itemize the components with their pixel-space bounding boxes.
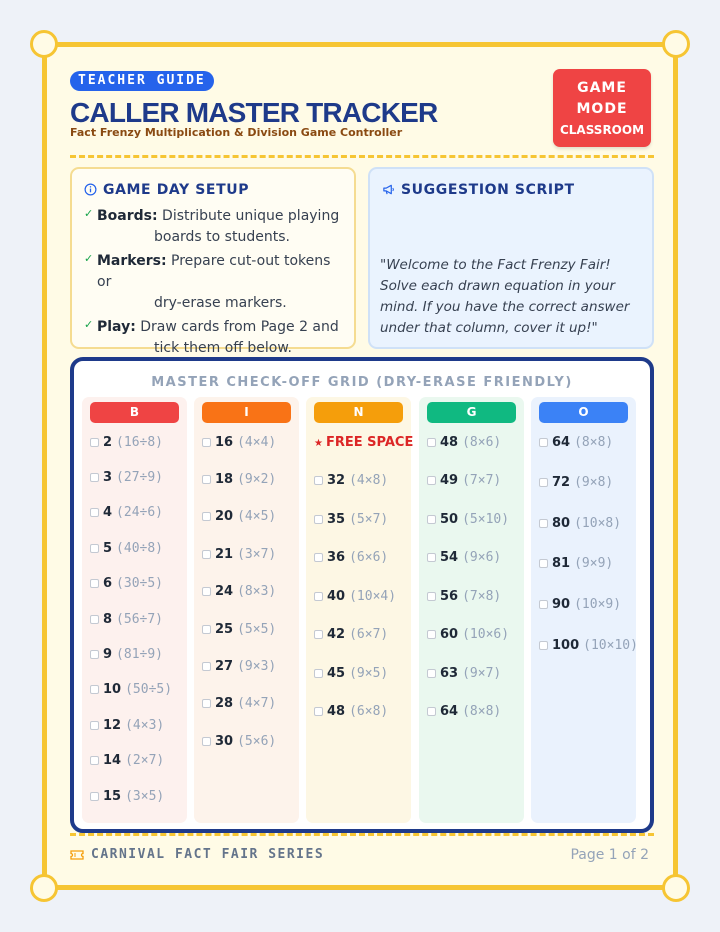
star-icon: ★	[314, 437, 323, 449]
grid-title: MASTER CHECK-OFF GRID (DRY-ERASE FRIENDLY)	[151, 375, 573, 390]
setup-item-continuation: boards to students.	[154, 229, 290, 245]
cell-equation: (24÷6)	[116, 505, 164, 521]
grid-cell[interactable]	[314, 626, 388, 644]
grid-column-n	[306, 397, 414, 823]
corner-ornament	[30, 30, 58, 58]
mode-label-mode: MODE	[576, 101, 628, 117]
setup-title-text: GAME DAY SETUP	[103, 182, 250, 198]
cell-equation: (4×4)	[237, 434, 277, 450]
column-header-n: N	[314, 402, 403, 423]
grid-cell[interactable]	[202, 620, 276, 638]
cell-equation: (9×5)	[349, 665, 389, 681]
free-space-cell[interactable]	[314, 433, 413, 451]
cell-equation: (5×7)	[349, 511, 389, 527]
cell-number: 14	[103, 753, 122, 769]
checkbox[interactable]	[90, 438, 99, 447]
checkbox[interactable]	[539, 641, 548, 650]
grid-cell[interactable]	[90, 539, 163, 557]
checkbox[interactable]	[539, 478, 548, 487]
grid-cell[interactable]	[202, 732, 276, 750]
mode-label-game: GAME	[577, 80, 627, 96]
cell-equation: (6×6)	[349, 550, 389, 565]
grid-column-g	[419, 397, 524, 823]
checkbox[interactable]	[90, 756, 99, 765]
cell-equation: (8×6)	[462, 434, 502, 450]
cell-number: 56	[440, 588, 459, 604]
grid-cell[interactable]	[314, 587, 396, 605]
setup-item-label: Markers:	[97, 253, 167, 269]
grid-cell[interactable]	[90, 610, 163, 628]
checkbox[interactable]	[539, 519, 548, 528]
checkbox[interactable]	[90, 544, 99, 553]
cell-equation: (27÷9)	[116, 469, 164, 485]
cell-equation: (10×9)	[574, 596, 622, 612]
cell-number: 30	[215, 733, 234, 749]
setup-item	[84, 206, 346, 248]
column-header-o: O	[539, 402, 628, 423]
corner-ornament	[662, 30, 690, 58]
cell-number: 9	[103, 646, 113, 662]
grid-cell[interactable]	[539, 555, 613, 573]
cell-equation: (8×3)	[237, 584, 277, 600]
cell-equation: (6×8)	[349, 704, 389, 719]
cell-number: 48	[327, 704, 346, 719]
cell-equation: (4×3)	[125, 717, 165, 733]
cell-equation: (9×2)	[237, 471, 277, 487]
cell-equation: (2×7)	[125, 753, 165, 769]
grid-cell[interactable]	[427, 433, 501, 451]
cell-number: 45	[327, 665, 346, 681]
grid-cell[interactable]	[539, 433, 613, 451]
cell-number: 40	[327, 588, 346, 604]
script-text: "Welcome to the Fact Frenzy Fair! Solve each drawn equation in your mind. If you have the correct answer under that column, cover it up!"	[380, 257, 630, 336]
checkbox[interactable]	[90, 473, 99, 482]
checkbox[interactable]	[202, 662, 211, 671]
cell-number: 15	[103, 788, 122, 804]
checkbox[interactable]	[90, 650, 99, 659]
checkmark-icon: ✓	[84, 252, 94, 265]
cell-number: 50	[440, 511, 459, 527]
grid-cell[interactable]	[202, 657, 276, 675]
grid-cell[interactable]	[427, 472, 501, 490]
checkbox[interactable]	[90, 508, 99, 517]
cell-number: 63	[440, 665, 459, 681]
checkbox[interactable]	[427, 515, 436, 524]
checkbox[interactable]	[314, 630, 323, 639]
setup-item-text: Draw cards from Page 2 and	[140, 319, 339, 335]
checkbox[interactable]	[427, 630, 436, 639]
setup-list	[84, 206, 346, 362]
ticket-icon	[70, 850, 84, 860]
cell-number: 72	[552, 475, 571, 491]
cell-number: 10	[103, 682, 122, 698]
checkbox[interactable]	[202, 438, 211, 447]
grid-cell[interactable]	[90, 504, 163, 522]
corner-ornament	[662, 874, 690, 902]
checkbox[interactable]	[427, 438, 436, 447]
grid-cell[interactable]	[202, 583, 276, 601]
checkbox[interactable]	[539, 559, 548, 568]
checkbox[interactable]	[202, 587, 211, 596]
cell-number: 24	[215, 584, 234, 600]
setup-item-text: Prepare cut-out tokens or	[97, 253, 331, 290]
grid-cell[interactable]	[90, 716, 164, 734]
grid-column-o	[531, 397, 636, 823]
cell-number: 42	[327, 627, 346, 642]
grid-cell[interactable]	[314, 549, 388, 567]
grid-cell[interactable]	[427, 587, 501, 605]
cell-equation: (8×8)	[574, 434, 614, 450]
grid-cell[interactable]	[90, 752, 164, 770]
setup-item-continuation: dry-erase markers.	[154, 295, 287, 311]
cell-equation: (30÷5)	[116, 576, 164, 592]
cell-equation: (4×5)	[237, 509, 277, 525]
grid-column-i	[194, 397, 299, 823]
grid-cell[interactable]	[314, 664, 388, 682]
cell-number: 21	[215, 546, 234, 562]
grid-cell[interactable]	[427, 510, 509, 528]
suggestion-script-box	[368, 167, 654, 349]
cell-equation: (56÷7)	[116, 611, 164, 627]
cell-equation: (9×3)	[237, 658, 277, 674]
mode-label-classroom: CLASSROOM	[559, 123, 645, 137]
checkbox[interactable]	[314, 553, 323, 562]
cell-number: 12	[103, 717, 122, 733]
cell-equation: (10×6)	[462, 627, 510, 642]
teacher-guide-badge: TEACHER GUIDE	[70, 71, 214, 91]
checkbox[interactable]	[90, 579, 99, 588]
checkbox[interactable]	[427, 592, 436, 601]
grid-cell[interactable]	[90, 468, 163, 486]
cell-number: 5	[103, 540, 113, 556]
grid-cell[interactable]	[427, 664, 501, 682]
checkbox[interactable]	[202, 625, 211, 634]
checkbox[interactable]	[202, 475, 211, 484]
checkbox[interactable]	[90, 615, 99, 624]
setup-item-text: Distribute unique playing	[162, 208, 340, 224]
script-title-text: SUGGESTION SCRIPT	[401, 182, 575, 198]
dashed-divider	[70, 155, 654, 158]
setup-title	[84, 182, 249, 198]
page	[42, 42, 678, 890]
setup-item	[84, 251, 346, 314]
cell-equation: (6×7)	[349, 627, 389, 642]
cell-number: 81	[552, 556, 571, 572]
setup-item-label: Boards:	[97, 208, 158, 224]
cell-number: 18	[215, 471, 234, 487]
free-space-text: FREE SPACE	[325, 434, 414, 450]
grid-cell[interactable]	[427, 703, 501, 721]
grid-cell[interactable]	[90, 787, 164, 805]
cell-number: 49	[440, 473, 459, 488]
checkbox[interactable]	[314, 476, 323, 485]
cell-number: 28	[215, 696, 234, 712]
cell-equation: (7×8)	[462, 588, 502, 604]
grid-cell[interactable]	[202, 545, 276, 563]
cell-equation: (3×7)	[237, 546, 277, 562]
cell-number: 64	[552, 434, 571, 450]
master-check-off-grid	[70, 357, 654, 833]
cell-equation: (9×8)	[574, 475, 614, 491]
grid-cell[interactable]	[427, 626, 509, 644]
checkmark-icon: ✓	[84, 318, 94, 331]
column-header-i: I	[202, 402, 291, 423]
page-subtitle: Fact Frenzy Multiplication & Division Game Controller	[70, 126, 403, 139]
megaphone-icon	[382, 183, 396, 197]
grid-cell[interactable]	[90, 433, 163, 451]
checkbox[interactable]	[314, 669, 323, 678]
cell-equation: (4×7)	[237, 696, 277, 712]
cell-equation: (5×10)	[462, 511, 510, 527]
checkbox[interactable]	[90, 792, 99, 801]
column-header-g: G	[427, 402, 516, 423]
grid-cell[interactable]	[90, 681, 172, 699]
checkbox[interactable]	[202, 512, 211, 521]
checkbox[interactable]	[427, 553, 436, 562]
footer-series-text: CARNIVAL FACT FAIR SERIES	[91, 847, 325, 862]
cell-equation: (9×7)	[462, 665, 502, 681]
checkbox[interactable]	[314, 707, 323, 716]
free-space-label	[314, 435, 413, 450]
grid-cell[interactable]	[314, 703, 388, 721]
column-header-b: B	[90, 402, 179, 423]
cell-number: 20	[215, 509, 234, 525]
page-title: CALLER MASTER TRACKER	[70, 97, 438, 128]
cell-number: 16	[215, 434, 234, 450]
setup-item-label: Play:	[97, 319, 136, 335]
dashed-divider	[70, 833, 654, 836]
checkbox[interactable]	[90, 685, 99, 694]
checkbox[interactable]	[314, 515, 323, 524]
grid-column-b	[82, 397, 187, 823]
cell-equation: (50÷5)	[125, 682, 173, 698]
cell-number: 60	[440, 627, 459, 642]
setup-item-continuation: tick them off below.	[154, 340, 292, 356]
checkmark-icon: ✓	[84, 207, 94, 220]
cell-equation: (4×8)	[349, 473, 389, 488]
cell-number: 6	[103, 576, 113, 592]
cell-equation: (5×5)	[237, 621, 277, 637]
cell-equation: (7×7)	[462, 473, 502, 488]
cell-equation: (16÷8)	[116, 434, 164, 450]
footer-series	[70, 847, 324, 862]
checkbox[interactable]	[427, 669, 436, 678]
grid-cell[interactable]	[314, 472, 388, 490]
cell-number: 48	[440, 434, 459, 450]
cell-equation: (10×10)	[583, 637, 638, 653]
setup-item	[84, 317, 346, 359]
grid-cell[interactable]	[202, 433, 276, 451]
cell-equation: (5×6)	[237, 733, 277, 749]
grid-cell[interactable]	[202, 695, 276, 713]
checkbox[interactable]	[202, 699, 211, 708]
cell-equation: (40÷8)	[116, 540, 164, 556]
grid-cell[interactable]	[539, 514, 621, 532]
grid-cell[interactable]	[427, 549, 501, 567]
game-mode-badge	[553, 69, 651, 147]
cell-equation: (10×4)	[349, 588, 397, 604]
checkbox[interactable]	[314, 592, 323, 601]
checkbox[interactable]	[427, 707, 436, 716]
cell-number: 25	[215, 621, 234, 637]
grid-cell[interactable]	[90, 575, 163, 593]
cell-number: 90	[552, 596, 571, 612]
cell-number: 54	[440, 550, 459, 565]
cell-number: 8	[103, 611, 113, 627]
grid-cell[interactable]	[202, 470, 276, 488]
grid-cell[interactable]	[539, 636, 638, 654]
cell-number: 36	[327, 550, 346, 565]
cell-equation: (9×9)	[574, 556, 614, 572]
cell-equation: (81÷9)	[116, 646, 164, 662]
checkbox[interactable]	[539, 600, 548, 609]
grid-cell[interactable]	[539, 474, 613, 492]
script-title	[382, 182, 575, 198]
game-day-setup-box	[70, 167, 356, 356]
cell-number: 100	[552, 637, 580, 653]
cell-equation: (10×8)	[574, 515, 622, 531]
checkbox[interactable]	[539, 438, 548, 447]
corner-ornament	[30, 874, 58, 902]
grid-cell[interactable]	[314, 510, 388, 528]
info-circle-icon	[84, 183, 98, 197]
page-number: Page 1 of 2	[570, 847, 649, 863]
cell-number: 80	[552, 515, 571, 531]
cell-equation: (3×5)	[125, 788, 165, 804]
cell-number: 64	[440, 704, 459, 719]
checkbox[interactable]	[202, 550, 211, 559]
checkbox[interactable]	[202, 737, 211, 746]
checkbox[interactable]	[90, 721, 99, 730]
cell-equation: (8×8)	[462, 704, 502, 719]
checkbox[interactable]	[427, 476, 436, 485]
grid-cell[interactable]	[90, 645, 163, 663]
cell-number: 2	[103, 434, 113, 450]
cell-number: 4	[103, 505, 113, 521]
cell-number: 27	[215, 658, 234, 674]
grid-cell[interactable]	[539, 595, 621, 613]
grid-cell[interactable]	[202, 508, 276, 526]
cell-number: 3	[103, 469, 113, 485]
cell-equation: (9×6)	[462, 550, 502, 565]
cell-number: 32	[327, 473, 346, 488]
cell-number: 35	[327, 511, 346, 527]
